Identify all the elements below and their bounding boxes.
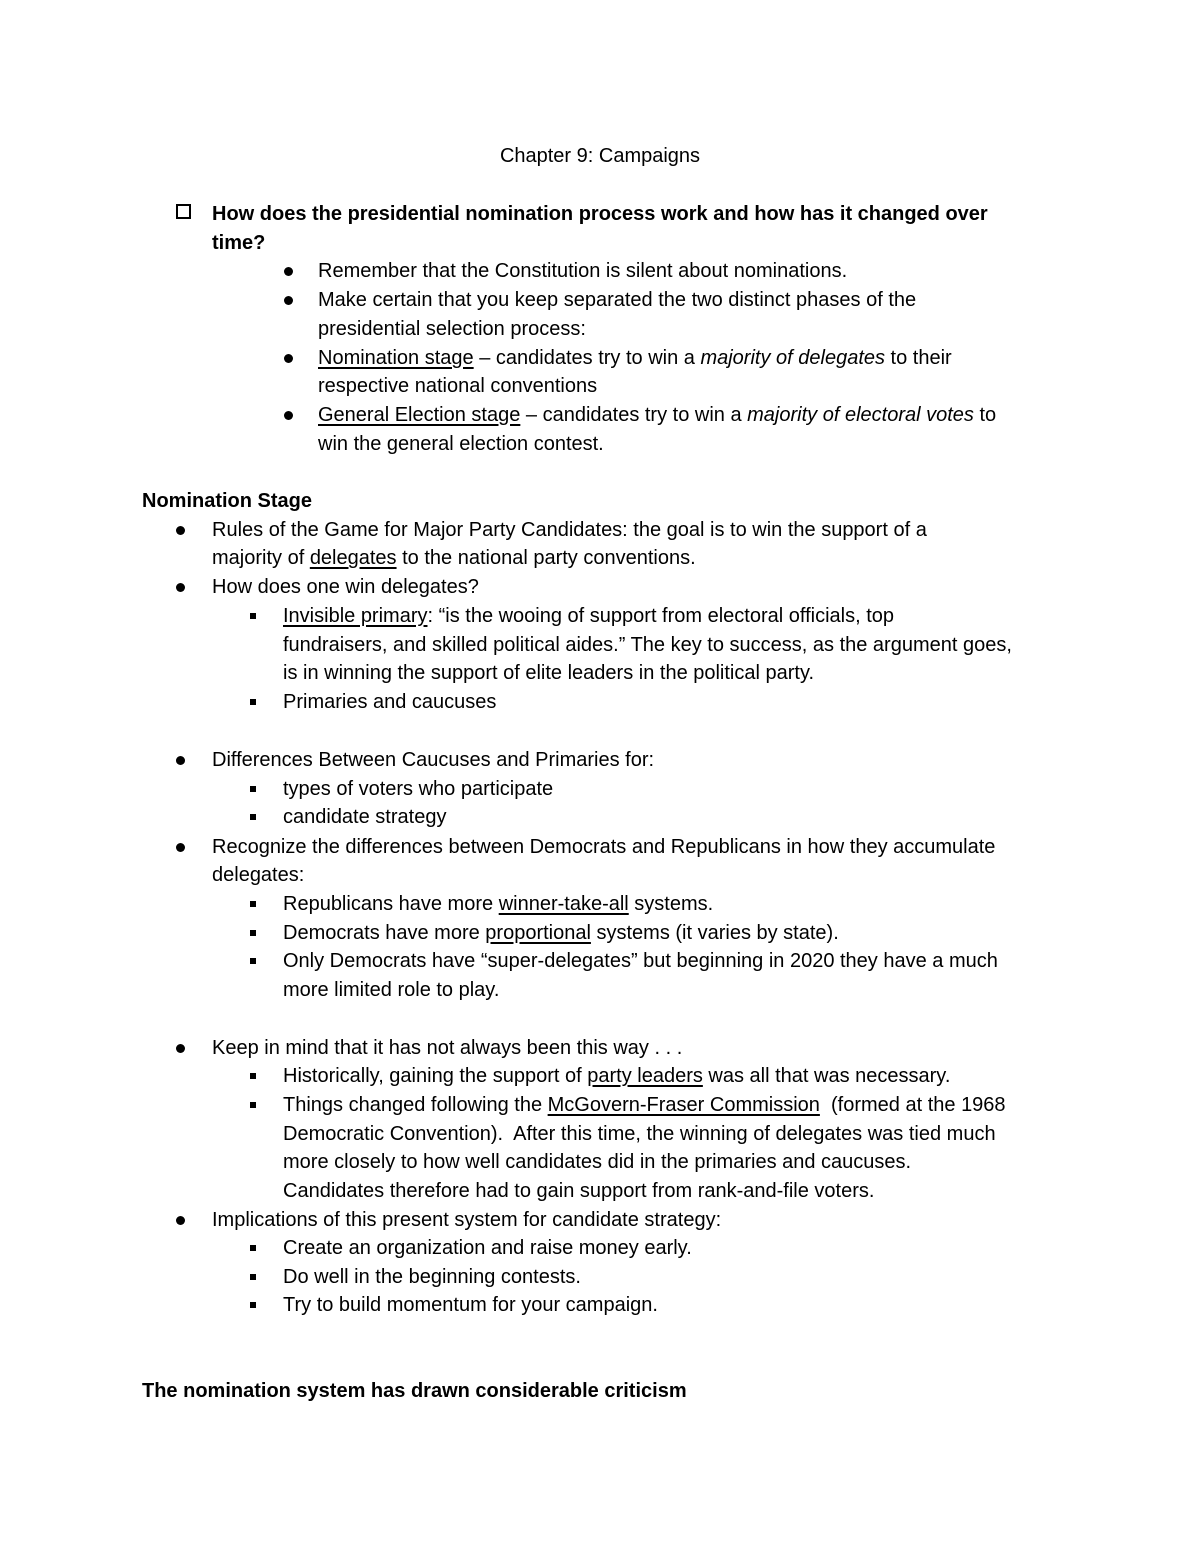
winner-take-all-term: winner-take-all	[498, 893, 629, 915]
bullet-square-icon	[250, 1102, 256, 1108]
list-item	[283, 1062, 950, 1090]
list-item-continuation: win the general election contest.	[318, 433, 604, 455]
text-span: Democrats have more	[283, 922, 486, 944]
list-item	[283, 919, 839, 947]
text-span: : “is the wooing of support from electoral officials, top	[427, 605, 895, 627]
bullet-dot-icon	[176, 843, 185, 852]
bullet-dot-icon	[176, 756, 185, 765]
list-item-continuation: presidential selection process:	[318, 318, 586, 340]
bullet-dot-icon	[284, 267, 293, 276]
list-item: Recognize the differences between Democrats and Republicans in how they accumulate	[212, 836, 996, 858]
list-item: Try to build momentum for your campaign.	[283, 1294, 658, 1316]
bullet-dot-icon	[176, 1216, 185, 1225]
nomination-stage-term: Nomination stage	[318, 347, 474, 369]
list-item-continuation: delegates:	[212, 864, 305, 886]
emphasis: majority of electoral votes	[747, 404, 974, 426]
bullet-square-icon	[250, 814, 256, 820]
list-item: Keep in mind that it has not always been this way . . .	[212, 1037, 683, 1059]
bullet-square-icon	[250, 930, 256, 936]
list-item: Do well in the beginning contests.	[283, 1266, 581, 1288]
text-span: majority of	[212, 547, 310, 569]
text-span: Historically, gaining the support of	[283, 1065, 588, 1087]
bullet-dot-icon	[284, 411, 293, 420]
list-item: Differences Between Caucuses and Primaries for:	[212, 749, 655, 771]
list-item-continuation: Candidates therefore had to gain support from rank-and-file voters.	[283, 1180, 875, 1202]
list-item	[318, 344, 952, 372]
page-title: Chapter 9: Campaigns	[499, 145, 701, 167]
list-item: Rules of the Game for Major Party Candidates: the goal is to win the support of a	[212, 519, 927, 541]
text-span: Republicans have more	[283, 893, 499, 915]
list-item-continuation	[212, 544, 696, 572]
question-line-1: How does the presidential nomination process work and how has it changed over	[212, 203, 988, 225]
bullet-square-icon	[250, 1073, 256, 1079]
list-item: Only Democrats have “super-delegates” but beginning in 2020 they have a much	[283, 950, 998, 972]
text-span: – candidates try to win a	[520, 404, 748, 426]
list-item: Create an organization and raise money early.	[283, 1237, 692, 1259]
list-item	[283, 602, 894, 630]
general-election-stage-term: General Election stage	[318, 404, 521, 426]
list-item: Primaries and caucuses	[283, 691, 497, 713]
question-line-2: time?	[212, 232, 266, 254]
list-item-continuation: more closely to how well candidates did in the primaries and caucuses.	[283, 1151, 912, 1173]
text-span: (formed at the 1968	[819, 1094, 1006, 1116]
list-item: Make certain that you keep separated the two distinct phases of the	[318, 289, 917, 311]
party-leaders-term: party leaders	[587, 1065, 703, 1087]
bullet-dot-icon	[284, 354, 293, 363]
bullet-dot-icon	[284, 296, 293, 305]
list-item-continuation: is in winning the support of elite leaders in the political party.	[283, 662, 815, 684]
list-item: Remember that the Constitution is silent about nominations.	[318, 260, 848, 282]
invisible-primary-term: Invisible primary	[283, 605, 428, 627]
list-item: How does one win delegates?	[212, 576, 479, 598]
list-item-continuation: fundraisers, and skilled political aides.” The key to success, as the argument goes,	[283, 634, 1012, 656]
text-span: was all that was necessary.	[702, 1065, 951, 1087]
bullet-dot-icon	[176, 583, 185, 592]
bullet-dot-icon	[176, 526, 185, 535]
list-item: types of voters who participate	[283, 778, 554, 800]
bullet-square-icon	[250, 1274, 256, 1280]
bullet-square-icon	[250, 1245, 256, 1251]
text-span: Things changed following the	[283, 1094, 548, 1116]
text-span: to the national party conventions.	[396, 547, 696, 569]
bullet-square-icon	[250, 786, 256, 792]
bullet-dot-icon	[176, 1044, 185, 1053]
bullet-square-icon	[250, 613, 256, 619]
bullet-square-icon	[250, 699, 256, 705]
list-item	[283, 1091, 1006, 1119]
text-span: systems.	[628, 893, 714, 915]
section-heading: Nomination Stage	[142, 490, 313, 512]
list-item-continuation: respective national conventions	[318, 375, 598, 397]
text-span: systems (it varies by state).	[590, 922, 839, 944]
checkbox-icon	[176, 204, 191, 219]
list-item: candidate strategy	[283, 806, 447, 828]
list-item	[318, 401, 996, 429]
list-item-continuation: Democratic Convention). After this time, the winning of delegates was tied much	[283, 1123, 996, 1145]
proportional-term: proportional	[485, 922, 591, 944]
emphasis: majority of delegates	[700, 347, 885, 369]
text-span: to their	[885, 347, 952, 369]
delegates-term: delegates	[309, 547, 397, 569]
bullet-square-icon	[250, 901, 256, 907]
list-item: Implications of this present system for candidate strategy:	[212, 1209, 722, 1231]
bullet-square-icon	[250, 958, 256, 964]
list-item	[283, 890, 713, 918]
text-span: – candidates try to win a	[473, 347, 701, 369]
text-span: to	[973, 404, 997, 426]
mcgovern-fraser-term: McGovern-Fraser Commission	[547, 1094, 820, 1116]
list-item-continuation: more limited role to play.	[283, 979, 500, 1001]
section-heading: The nomination system has drawn considerable criticism	[142, 1380, 687, 1402]
bullet-square-icon	[250, 1302, 256, 1308]
